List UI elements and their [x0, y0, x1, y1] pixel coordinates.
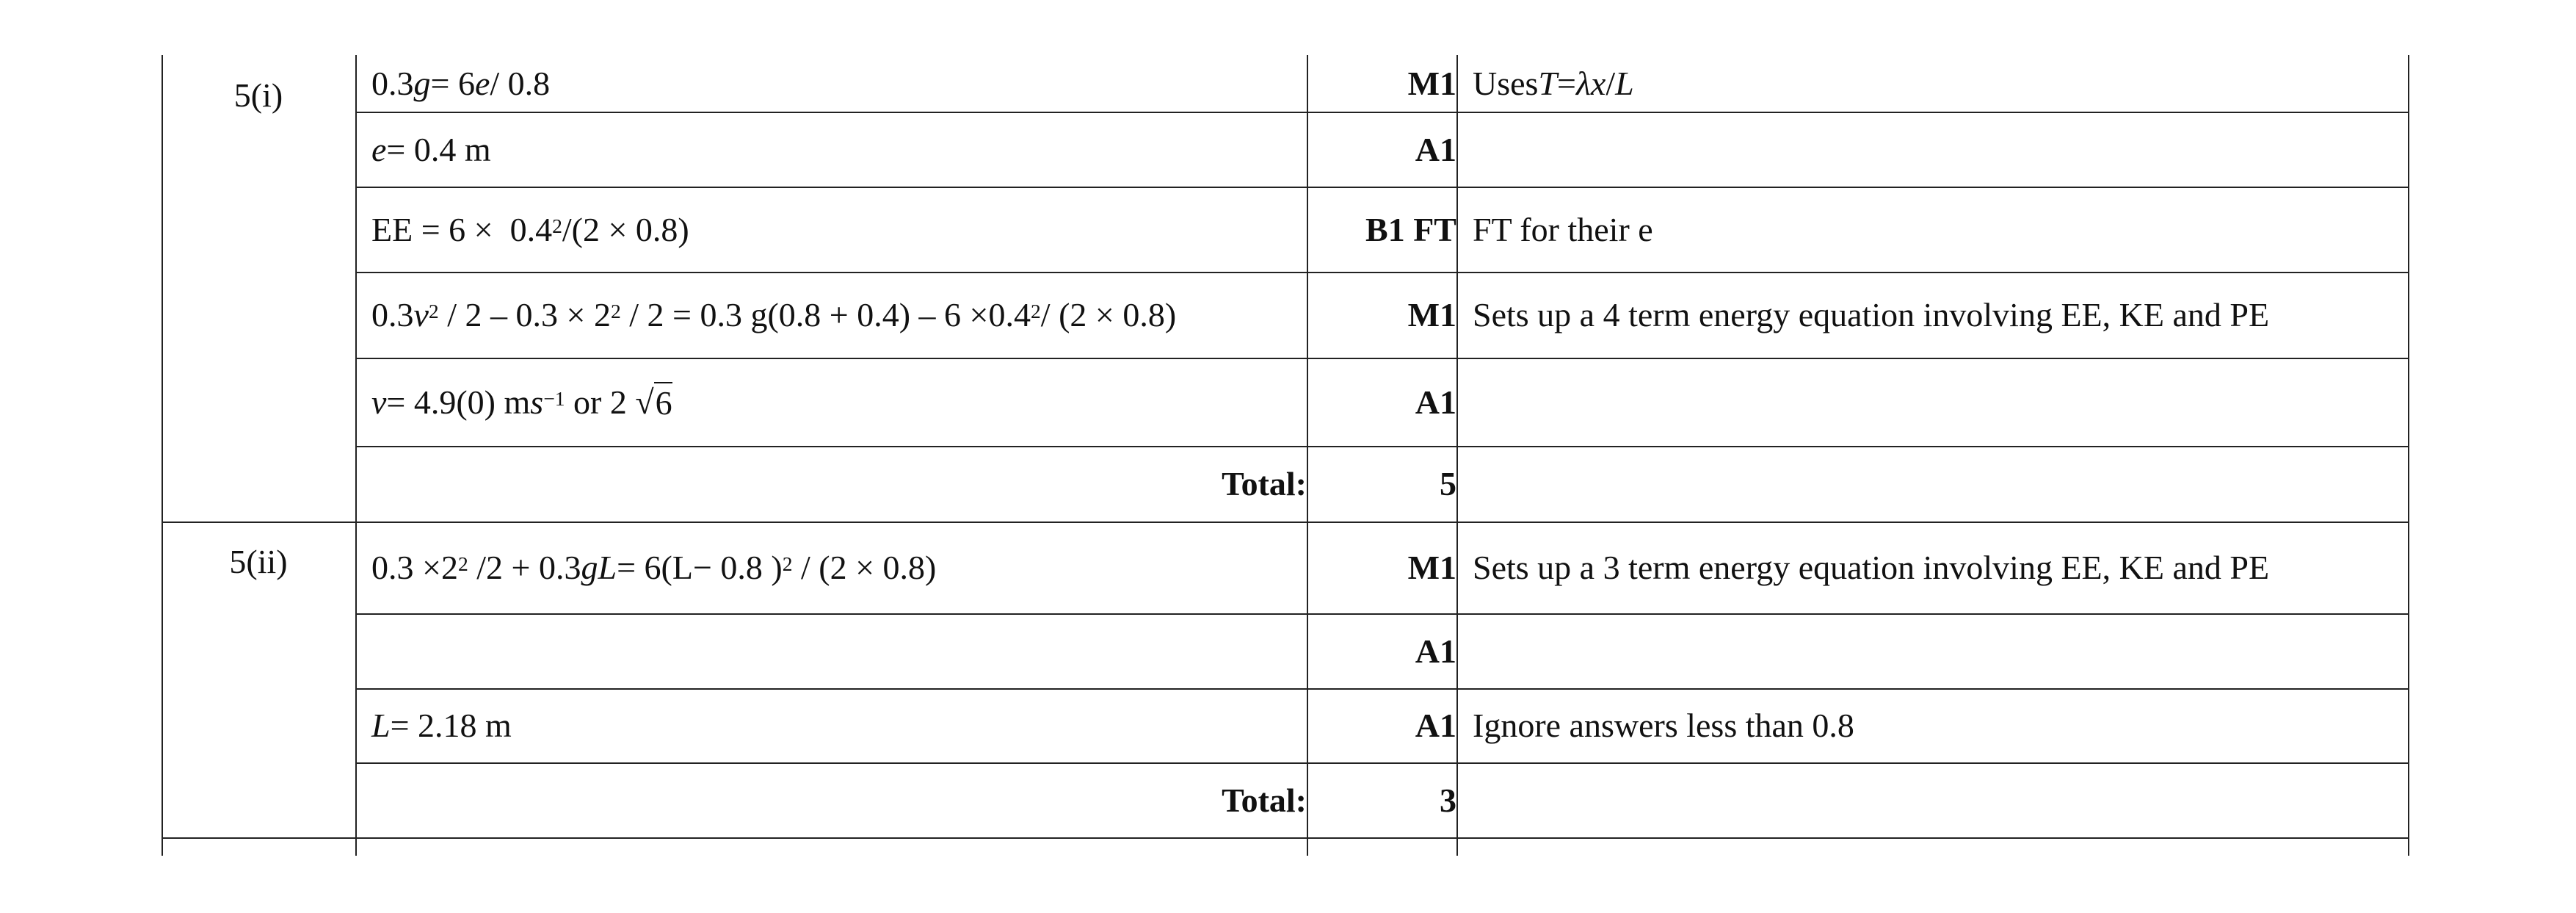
- mark-cell: 5: [1440, 465, 1456, 502]
- mark-cell: M1: [1407, 549, 1456, 586]
- mark-cell: A1: [1415, 632, 1456, 670]
- guidance-cell: Ignore answers less than 0.8: [1473, 707, 1854, 744]
- answer-cell: EE = 6 × 0.4 $^2$ /(2 × 0.8): [371, 210, 689, 248]
- answer-cell: 0.3 v $^2$ / 2 – 0.3 × 2 $^2$ / 2 = 0.3 g(0.8 + 0.4) – 6 ×0.4 $^2$ / (2 × 0.8): [371, 296, 1177, 333]
- total-label: Total:: [1222, 781, 1307, 819]
- mark-cell: B1 FT: [1365, 210, 1456, 248]
- column-rule: [162, 55, 163, 856]
- question-number: 5(ii): [229, 543, 288, 580]
- guidance-cell: [1456, 613, 2424, 688]
- question-number: 5(i): [233, 76, 283, 114]
- answer-cell: L = 2.18 m: [371, 707, 512, 744]
- answer-cell: [355, 613, 1323, 688]
- row-rule: [162, 837, 2409, 839]
- mark-cell: A1: [1415, 130, 1456, 168]
- guidance-cell: Sets up a 4 term energy equation involving EE, KE and PE: [1473, 296, 2270, 333]
- guidance-cell: Sets up a 3 term energy equation involving EE, KE and PE: [1473, 549, 2270, 586]
- mark-cell: M1: [1407, 296, 1456, 333]
- mark-cell: 3: [1440, 781, 1456, 819]
- guidance-cell: [1456, 112, 2424, 187]
- answer-cell: v = 4.9(0) m s $^{-1}$ or 2 √ 6: [371, 383, 672, 422]
- answer-cell: e = 0.4 m: [371, 130, 491, 168]
- mark-cell: M1: [1407, 65, 1456, 102]
- answer-cell: 0.3 g = 6 e / 0.8: [371, 65, 551, 102]
- guidance-cell: FT for their e: [1473, 210, 1653, 248]
- mark-cell: A1: [1415, 383, 1456, 421]
- guidance-cell: [1456, 446, 2424, 522]
- guidance-cell: [1456, 762, 2424, 837]
- total-label: Total:: [1222, 465, 1307, 502]
- mark-cell: A1: [1415, 707, 1456, 744]
- guidance-cell: Uses T = λx / L: [1473, 65, 1634, 102]
- guidance-cell: [1456, 358, 2424, 446]
- answer-cell: 0.3 ×2 $^2$ /2 + 0.3 gL = 6(L− 0.8 ) $^2$ / (2 × 0.8): [371, 549, 937, 586]
